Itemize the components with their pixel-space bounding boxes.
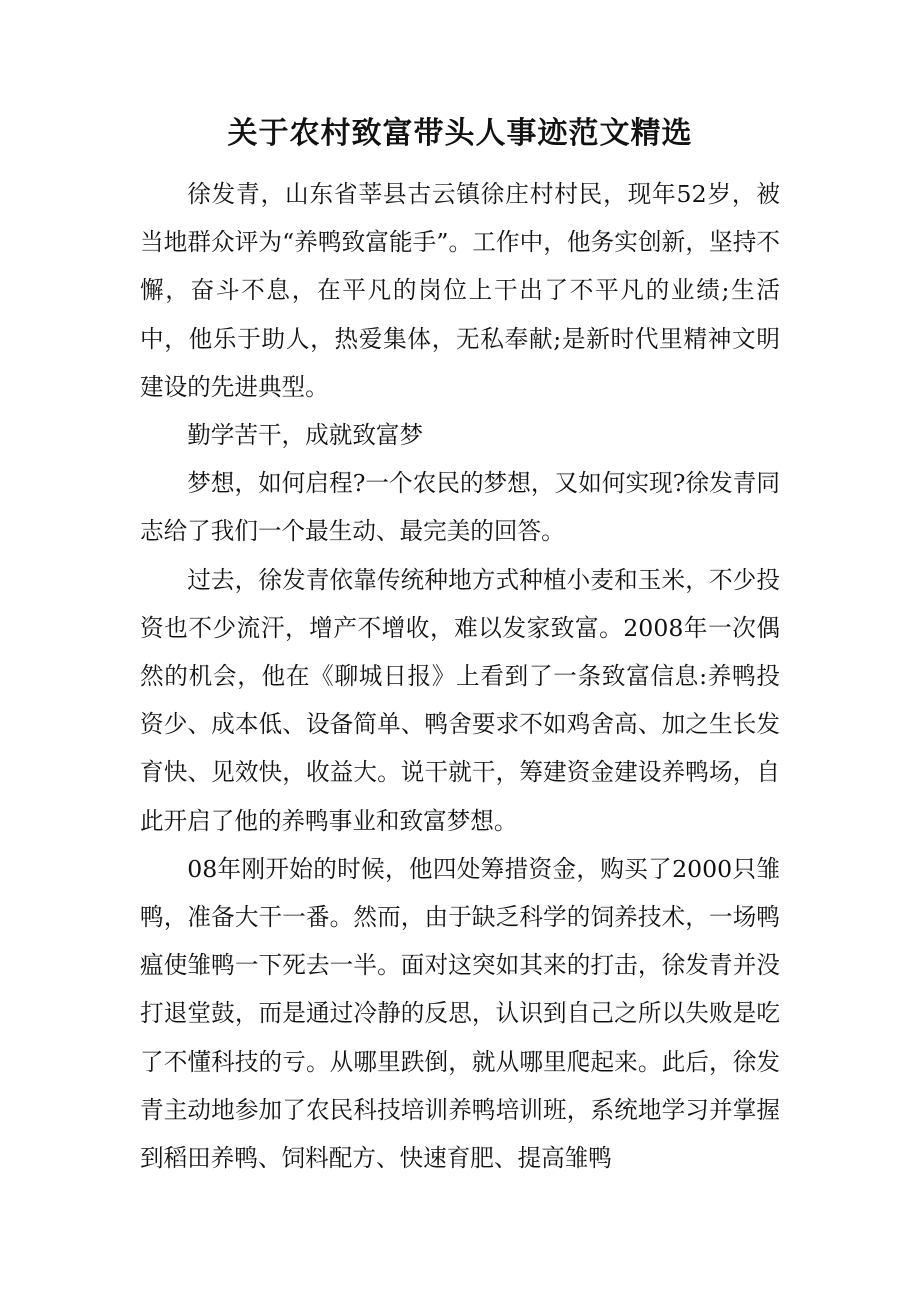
document-title: 关于农村致富带头人事迹范文精选 [227,116,693,151]
paragraph-past: 过去，徐发青依靠传统种地方式种植小麦和玉米，不少投资也不少流汗，增产不增收，难以发家致富。2008年一次偶然的机会，他在《聊城日报》上看到了一条致富信息:养鸭投资少、成本低、设备简单、鸭舍要求不如鸡舍高、加之生长发育快、见效快，收益大。说干就干，筹建资金建设养鸭场，自此开启了他的养鸭事业和致富梦想。 [140,565,780,835]
document-body [140,170,780,1182]
paragraph-2008: 08年刚开始的时候，他四处筹措资金，购买了2000只雏鸭，准备大干一番。然而，由于缺乏科学的饲养技术，一场鸭瘟使雏鸭一下死去一半。面对这突如其来的打击，徐发青并没打退堂鼓，而是通过冷静的反思，认识到自己之所以失败是吃了不懂科技的亏。从哪里跌倒，就从哪里爬起来。此后，徐发青主动地参加了农民科技培训养鸭培训班，系统地学习并掌握到稻田养鸭、饲料配方、快速育肥、提高雏鸭 [140,854,780,1173]
paragraph-intro: 徐发青，山东省莘县古云镇徐庄村村民，现年52岁，被当地群众评为“养鸭致富能手”。工作中，他务实创新，坚持不懈，奋斗不息，在平凡的岗位上干出了不平凡的业绩;生活中，他乐于助人，热爱集体，无私奉献;是新时代里精神文明建设的先进典型。 [140,180,780,401]
section-heading: 勤学苦干，成就致富梦 [187,421,424,450]
paragraph-dream: 梦想，如何启程?一个农民的梦想，又如何实现?徐发青同志给了我们一个最生动、最完美的回答。 [140,469,780,546]
